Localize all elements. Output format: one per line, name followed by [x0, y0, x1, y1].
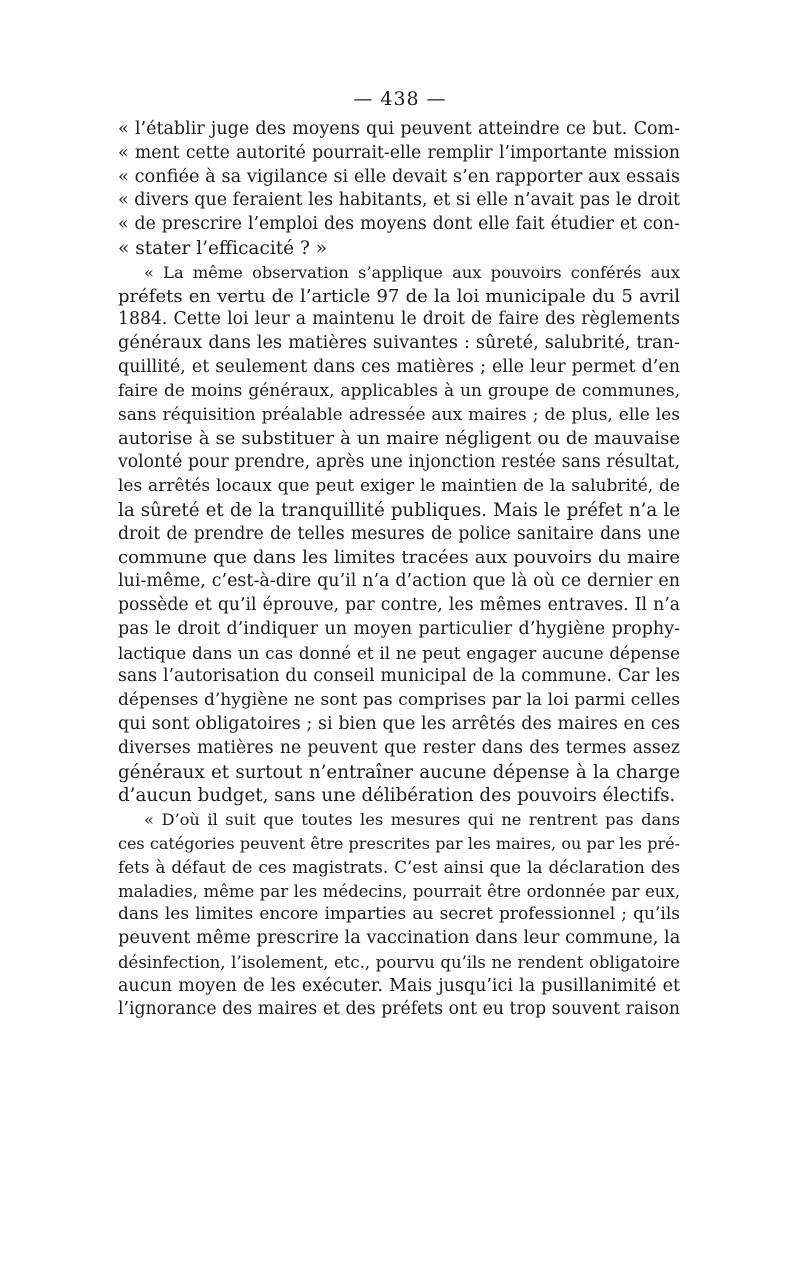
text-line: « D’où il suit que toutes les mesures qui ne rentrent pas dans	[144, 810, 680, 830]
text-line: « l’établir juge des moyens qui peuvent atteindre ce but. Com-	[118, 119, 680, 139]
text-line: « La même observation s’applique aux pouvoirs conférés aux	[144, 262, 680, 282]
text-line: 1884. Cette loi leur a maintenu le droit de faire des règlements	[118, 309, 680, 330]
text-line: commune que dans les limites tracées aux pouvoirs du maire	[118, 547, 680, 569]
text-line: qui sont obligatoires ; si bien que les arrêtés des maires en ces	[118, 713, 680, 734]
text-line: droit de prendre de telles mesures de police sanitaire dans une	[118, 523, 680, 544]
text-line: possède et qu’il éprouve, par contre, les mêmes entraves. Il n’a	[118, 594, 680, 615]
text-line: peuvent même prescrire la vaccination dans leur commune, la	[118, 928, 681, 949]
text-line: d’aucun budget, sans une délibération des pouvoirs électifs.	[118, 785, 676, 807]
text-line: lui-même, c’est-à-dire qu’il n’a d’action que là où ce dernier en	[118, 571, 680, 592]
text-line: sans réquisition préalable adressée aux maires ; de plus, elle les	[118, 404, 680, 425]
text-line: « de prescrire l’emploi des moyens dont elle fait étudier et con-	[118, 214, 680, 235]
text-line: la sûreté et de la tranquillité publiques. Mais le préfet n’a le	[118, 499, 680, 521]
text-line: fets à défaut de ces magistrats. C’est ainsi que la déclaration des	[118, 856, 680, 877]
text-line: lactique dans un cas donné et il ne peut engager aucune dépense	[118, 642, 680, 663]
text-line: l’ignorance des maires et des préfets ont eu trop souvent raison	[118, 999, 680, 1020]
text-line: maladies, même par les médecins, pourrait être ordonnée par eux,	[118, 881, 680, 901]
text-line: généraux dans les matières suivantes : sûreté, salubrité, tran-	[118, 333, 680, 354]
text-line: diverses matières ne peuvent que rester dans des termes assez	[118, 737, 680, 758]
text-line: sans l’autorisation du conseil municipal de la commune. Car les	[118, 666, 680, 687]
page-number: — 438 —	[353, 88, 447, 110]
text-line: volonté pour prendre, après une injonction restée sans résultat,	[118, 452, 680, 473]
text-line: faire de moins généraux, applicables à un groupe de communes,	[118, 380, 680, 401]
text-line: dépenses d’hygiène ne sont pas comprises par la loi parmi celles	[118, 690, 680, 711]
text-line: autorise à se substituer à un maire négligent ou de mauvaise	[118, 428, 680, 450]
text-line: « ment cette autorité pourrait-elle remplir l’importante mission	[118, 142, 680, 163]
text-line: pas le droit d’indiquer un moyen particulier d’hygiène prophy-	[118, 618, 680, 639]
text-line: « stater l’efficacité ? »	[118, 237, 328, 259]
text-line: préfets en vertu de l’article 97 de la loi municipale du 5 avril	[118, 285, 680, 307]
text-line: généraux et surtout n’entraîner aucune dépense à la charge	[118, 761, 680, 783]
text-line: aucun moyen de les exécuter. Mais jusqu’ici la pusillanimité et	[118, 975, 680, 996]
body-text	[118, 118, 680, 1022]
text-line: quillité, et seulement dans ces matières ; elle leur permet d’en	[118, 356, 680, 377]
text-line: désinfection, l’isolement, etc., pourvu qu’ils ne rendent obligatoire	[118, 952, 680, 972]
text-line: dans les limites encore imparties au secret professionnel ; qu’ils	[118, 904, 680, 925]
text-line: ces catégories peuvent être prescrites par les maires, ou par les pré-	[118, 833, 680, 853]
text-line: les arrêtés locaux que peut exiger le maintien de la salubrité, de	[118, 475, 680, 496]
text-line: « divers que feraient les habitants, et si elle n’avait pas le droit	[118, 190, 680, 211]
text-line: « confiée à sa vigilance si elle devait s’en rapporter aux essais	[118, 166, 680, 187]
